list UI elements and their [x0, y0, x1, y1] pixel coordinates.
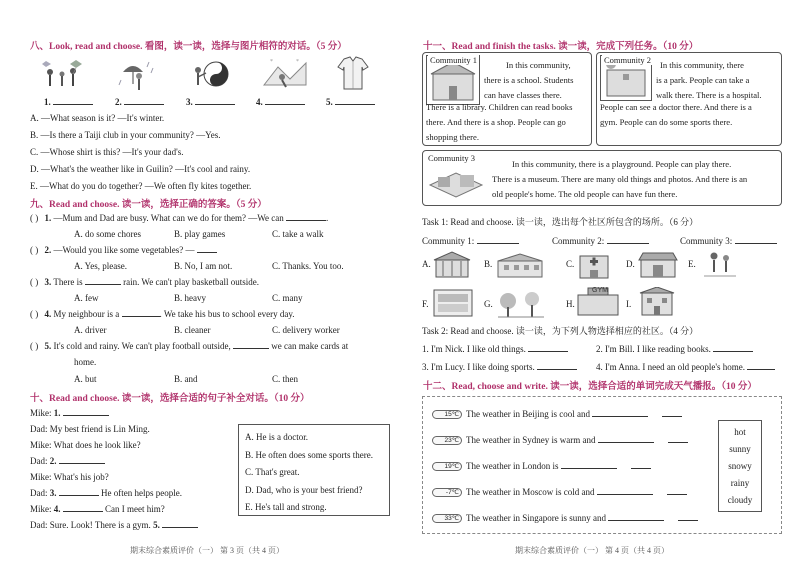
question-4: ( ) 4. My neighbour is a . We take his bus to school every day. [30, 309, 295, 319]
q2-opt-b: B. No, I am not. [174, 261, 233, 271]
answer-blank[interactable] [197, 244, 217, 253]
picture-3-answer: 3. [186, 96, 235, 108]
community-2-text-b: People can see a doctor there. And there is a gym. People can do some sports there. [600, 102, 752, 127]
answer-blank[interactable] [335, 96, 375, 105]
museum-building-icon [432, 251, 472, 281]
dialogue-line-5: Mike: What's his job? [30, 472, 109, 482]
shop-building-icon [638, 251, 678, 281]
picture-family-kites [40, 58, 86, 94]
hospital-building-icon [576, 250, 612, 282]
choice-a: A. He is a doctor. [245, 432, 308, 442]
answer-blank[interactable] [477, 235, 519, 244]
community-1-text-b: There is a library. Children can read books there. And there is a shop. People can go shopping there. [426, 102, 573, 142]
task-2-item-2: 2. I'm Bill. I like reading books. [596, 343, 753, 355]
place-b: B. [484, 259, 493, 269]
thermometer-icon: 19℃ [432, 462, 462, 471]
community-1-text-a: In this community, there is a school. Students can have classes there. [484, 60, 574, 100]
dialogue-line-6: Dad: 3. He often helps people. [30, 488, 182, 498]
place-i: I. [626, 299, 632, 309]
community-2-answer: Community 2: [552, 235, 649, 247]
weather-report-2: The weather in Sydney is warm and [466, 434, 688, 446]
answer-blank[interactable] [713, 343, 753, 352]
thermometer-icon: -7℃ [432, 488, 462, 497]
answer-blank[interactable] [63, 503, 103, 512]
q3-opt-b: B. heavy [174, 293, 206, 303]
option-d: D. —What's the weather like in Guilin? —It's cool and rainy. [30, 164, 251, 174]
answer-blank[interactable] [59, 455, 105, 464]
q5-opt-a: A. but [74, 374, 97, 384]
q2-opt-c: C. Thanks. You too. [272, 261, 344, 271]
answer-blank[interactable] [233, 340, 269, 349]
picture-2-answer: 2. [115, 96, 164, 108]
answer-blank[interactable] [631, 460, 651, 469]
place-c: C. [566, 259, 575, 269]
community-3-text: In this community, there is a playground. People can play there. There is a museum. There are many old things and photos. And there is an old people's home. The old people can have fun there. [492, 159, 748, 199]
dialogue-line-1: Mike: 1. [30, 407, 109, 419]
q2-opt-a: A. Yes, please. [74, 261, 127, 271]
weather-report-3: The weather in London is [466, 460, 651, 472]
q5-opt-c: C. then [272, 374, 298, 384]
choice-c: C. That's great. [245, 467, 300, 477]
thermometer-icon: 23℃ [432, 436, 462, 445]
answer-blank[interactable] [265, 96, 305, 105]
picture-rain-umbrella [115, 58, 161, 94]
dialogue-line-7: Mike: 4. Can I meet him? [30, 504, 165, 514]
option-b: B. —Is there a Taiji club in your community? —Yes. [30, 130, 221, 140]
q4-opt-c: C. delivery worker [272, 325, 340, 335]
task-2-heading: Task 2: Read and choose. 读一读，为下列人物选择相应的社区。（4 分） [422, 326, 699, 336]
thermometer-icon: 15℃ [432, 410, 462, 419]
q4-opt-b: B. cleaner [174, 325, 211, 335]
answer-blank[interactable] [85, 276, 121, 285]
left-page-footer: 期末综合素质评价（一） 第 3 页（共 4 页） [130, 546, 284, 555]
community-3-answer: Community 3: [680, 235, 777, 247]
answer-blank[interactable] [53, 96, 93, 105]
word-bank-item: sunny [729, 444, 751, 454]
community-1-title: Community 1 [430, 55, 477, 65]
community-3-image [426, 163, 486, 203]
answer-blank[interactable] [59, 487, 99, 496]
answer-blank[interactable] [162, 519, 198, 528]
question-3: ( ) 3. There is rain. We can't play basketball outside. [30, 277, 260, 287]
task-2-item-4: 4. I'm Anna. I need an old people's home. [596, 361, 775, 373]
gym-building-icon: GYM [576, 287, 620, 317]
answer-blank[interactable] [592, 408, 648, 417]
option-c: C. —Whose shirt is this? —It's your dad's. [30, 147, 184, 157]
word-bank-item: hot [734, 427, 746, 437]
weather-report-5: The weather in Singapore is sunny and [466, 512, 698, 524]
answer-blank[interactable] [124, 96, 164, 105]
question-5-continued: home. [74, 357, 97, 367]
place-h: H. [566, 299, 575, 309]
old-peoples-home-icon [638, 287, 676, 319]
dialogue-line-4: Dad: 2. [30, 455, 105, 467]
dialogue-line-3: Mike: What does he look like? [30, 440, 141, 450]
right-page-footer: 期末综合素质评价（一） 第 4 页（共 4 页） [515, 546, 669, 555]
picture-5-answer: 5. [326, 96, 375, 108]
task-2-item-3: 3. I'm Lucy. I like doing sports. [422, 361, 577, 373]
picture-taiji [186, 58, 232, 94]
word-bank-item: snowy [728, 461, 752, 471]
answer-blank[interactable] [678, 512, 698, 521]
svg-text:*: * [270, 59, 273, 65]
answer-blank[interactable] [598, 434, 654, 443]
question-2: ( ) 2. —Would you like some vegetables? — [30, 244, 217, 256]
place-d: D. [626, 259, 635, 269]
picture-1-answer: 1. [44, 96, 93, 108]
q1-opt-a: A. do some chores [74, 229, 141, 239]
answer-blank[interactable] [122, 308, 160, 317]
q4-opt-a: A. driver [74, 325, 107, 335]
word-bank-box [718, 420, 762, 512]
community-2-text-a: In this community, there is a park. People can take a walk there. There is a hospital. [656, 60, 762, 100]
section-10-heading: 十、Read and choose. 读一读，选择合适的句子补全对话。（10 分） [30, 394, 310, 404]
place-e: E. [688, 259, 696, 269]
community-3-title: Community 3 [428, 153, 475, 163]
dialogue-line-2: Dad: My best friend is Lin Ming. [30, 424, 150, 434]
q5-opt-b: B. and [174, 374, 198, 384]
weather-report-1: The weather in Beijing is cool and [466, 408, 682, 420]
picture-shirt [330, 55, 376, 91]
choice-b: B. He often does some sports there. [245, 449, 373, 460]
park-icon [496, 289, 546, 321]
community-1-answer: Community 1: [422, 235, 519, 247]
q1-opt-c: C. take a walk [272, 229, 324, 239]
answer-blank[interactable] [286, 212, 326, 221]
answer-blank[interactable] [667, 486, 687, 495]
answer-blank[interactable] [662, 408, 682, 417]
picture-4-answer: 4. [256, 96, 305, 108]
answer-blank[interactable] [747, 361, 775, 370]
answer-blank[interactable] [668, 434, 688, 443]
dialogue-line-8: Dad: Sure. Look! There is a gym. 5. [30, 519, 198, 531]
answer-blank[interactable] [597, 486, 653, 495]
word-bank-item: rainy [730, 478, 750, 488]
word-bank-item: cloudy [727, 495, 753, 505]
choice-e: E. He's tall and strong. [245, 502, 327, 512]
thermometer-icon: 33℃ [432, 514, 462, 523]
library-icon [432, 288, 474, 320]
section-12-heading: 十二、Read, choose and write. 读一读，选择合适的单词完成天气播报。（10 分） [423, 382, 757, 392]
answer-blank[interactable] [537, 361, 577, 370]
answer-blank[interactable] [195, 96, 235, 105]
section-11-heading: 十一、Read and finish the tasks. 读一读，完成下列任务。（10 分） [423, 42, 699, 52]
question-5: ( ) 5. It's cold and rainy. We can't play football outside, we can make cards at [30, 341, 349, 351]
school-building-icon [496, 253, 544, 281]
svg-text:*: * [296, 59, 299, 65]
place-a: A. [422, 259, 431, 269]
q3-opt-c: C. many [272, 293, 303, 303]
option-e: E. —What do you do together? —We often fly kites together. [30, 181, 252, 191]
question-1: ( ) 1. —Mum and Dad are busy. What can we do for them? —We can . [30, 213, 329, 223]
answer-blank[interactable] [607, 235, 649, 244]
answer-blank[interactable] [63, 407, 109, 416]
answer-blank[interactable] [735, 235, 777, 244]
dialogue-choices-box [238, 424, 390, 516]
q3-opt-a: A. few [74, 293, 99, 303]
q1-opt-b: B. play games [174, 229, 226, 239]
answer-blank[interactable] [561, 460, 617, 469]
task-2-item-1: 1. I'm Nick. I like old things. [422, 343, 568, 355]
answer-blank[interactable] [608, 512, 664, 521]
section-8-heading: 八、Look, read and choose. 看图，读一读，选择与图片相符的对话。（5 分） [30, 42, 347, 52]
option-a: A. —What season is it? —It's winter. [30, 113, 165, 123]
picture-snow-winter [262, 55, 308, 91]
place-f: F. [422, 299, 429, 309]
choice-d: D. Dad, who is your best friend? [245, 484, 363, 495]
place-g: G. [484, 299, 493, 309]
answer-blank[interactable] [528, 343, 568, 352]
task-1-heading: Task 1: Read and choose. 读一读，选出每个社区所包含的场所。（6 分） [422, 217, 699, 227]
section-9-heading: 九、Read and choose. 读一读，选择正确的答案。（5 分） [30, 200, 267, 210]
weather-report-4: The weather in Moscow is cold and [466, 486, 687, 498]
playground-people-icon [700, 248, 740, 282]
community-2-title: Community 2 [604, 55, 651, 65]
